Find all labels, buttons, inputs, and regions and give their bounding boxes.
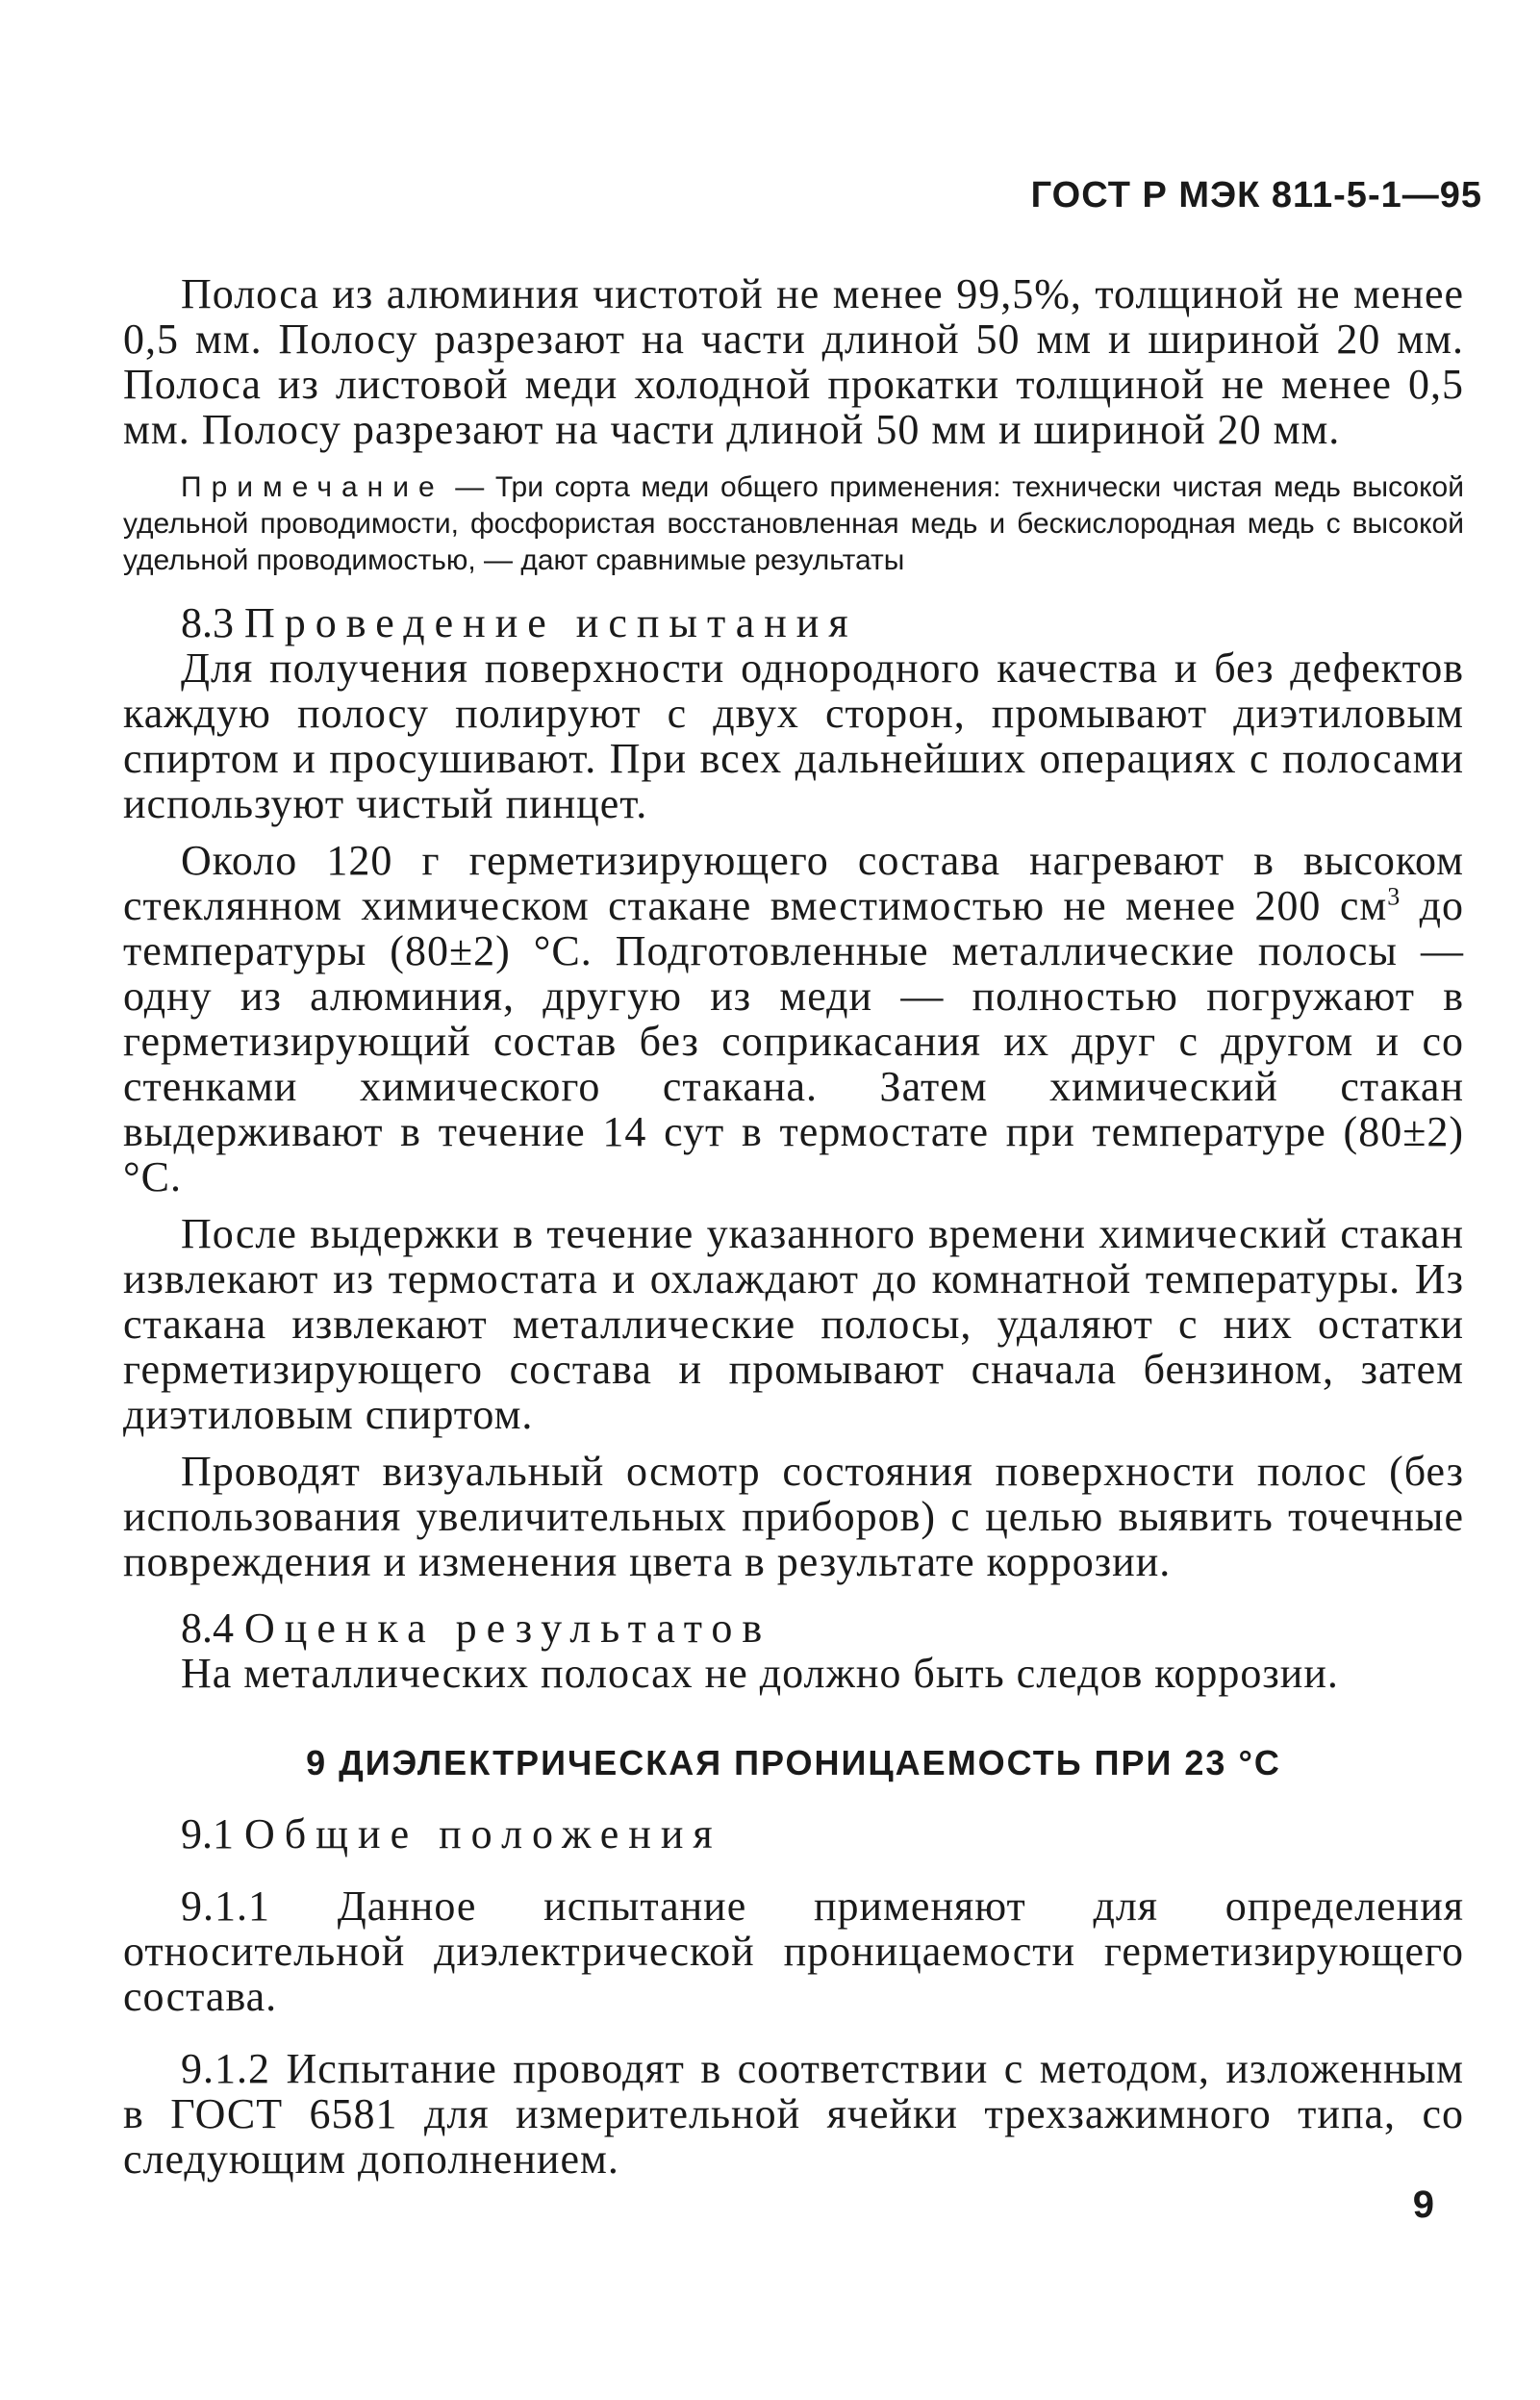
subsection-9-1-heading <box>123 1811 1464 1857</box>
paragraph-8-3-2 <box>123 838 1464 1200</box>
subsection-8-4-heading <box>123 1605 1464 1651</box>
subsection-number: 8.3 <box>181 599 244 646</box>
page-content <box>123 271 1464 2182</box>
subsection-title: Проведение испытания <box>244 599 858 646</box>
paragraph-8-3-3: После выдержки в течение указанного времени химический стакан извлекают из термостата и охлаждают до комнатной температуры. Из стакана извлекают металлические полосы, удаляют с них остатки герметизирующего состава и промывают сначала бензином, затем диэтиловым спиртом. <box>123 1210 1464 1438</box>
note-label: Примечание <box>181 471 444 503</box>
subsection-number: 8.4 <box>181 1604 244 1652</box>
superscript-3: 3 <box>1387 882 1401 911</box>
section-9-title: 9 ДИЭЛЕКТРИЧЕСКАЯ ПРОНИЦАЕМОСТЬ ПРИ 23 °С <box>306 1743 1281 1782</box>
paragraph-9-1-2: 9.1.2 Испытание проводят в соответствии с методом, изложенным в ГОСТ 6581 для измерительной ячейки трехзажимного типа, со следующим дополнением. <box>123 2045 1464 2183</box>
paragraph-8-4-1: На металлических полосах не должно быть следов коррозии. <box>181 1650 1339 1697</box>
page-number: 9 <box>1412 2184 1434 2226</box>
paragraph-aluminium-strip: Полоса из алюминия чистотой не менее 99,5%, толщиной не менее 0,5 мм. Полосу разрезают на части длиной 50 мм и шириной 20 мм. Полоса из листовой меди холодной прокатки толщиной не менее 0,5 мм. Полосу разрезают на части длиной 50 мм и шириной 20 мм. <box>123 270 1464 453</box>
subsection-title: Общие положения <box>244 1810 722 1857</box>
note-text: — Три сорта меди общего применения: технически чистая медь высокой удельной проводимости, фосфористая восстановленная медь и бескислородная медь с высокой удельной проводимостью, — дают сравнимые результаты <box>123 471 1464 576</box>
paragraph-8-3-1: Для получения поверхности однородного качества и без дефектов каждую полосу полируют с двух сторон, промывают диэтиловым спиртом и просушивают. При всех дальнейших операциях с полосами используют чистый пинцет. <box>123 644 1464 827</box>
subsection-8-3-heading <box>123 600 1464 645</box>
document-code-header: ГОСТ Р МЭК 811-5-1—95 <box>1030 175 1482 215</box>
subsection-title: Оценка результатов <box>244 1604 772 1652</box>
paragraph-8-3-2-part-a: Около 120 г герметизирующего состава нагревают в высоком стеклянном химическом стакане вместимостью не менее 200 см <box>123 837 1464 929</box>
subsection-number: 9.1 <box>181 1810 244 1857</box>
paragraph-9-1-1: 9.1.1 Данное испытание применяют для определения относительной диэлектрической проницаемости герметизирующего состава. <box>123 1882 1464 2020</box>
paragraph-8-3-2-part-b: до температуры (80±2) °С. Подготовленные металлические полосы — одну из алюминия, другую из меди — полностью погружают в герметизирующий состав без соприкасания их друг с другом и со стенками химического стакана. Затем химический стакан выдерживают в течение 14 сут в термостате при температуре (80±2) °С. <box>123 882 1464 1200</box>
paragraph-8-3-4: Проводят визуальный осмотр состояния поверхности полос (без использования увеличительных приборов) с целью выявить точечные повреждения и изменения цвета в результате коррозии. <box>123 1448 1464 1585</box>
note <box>123 469 1464 579</box>
